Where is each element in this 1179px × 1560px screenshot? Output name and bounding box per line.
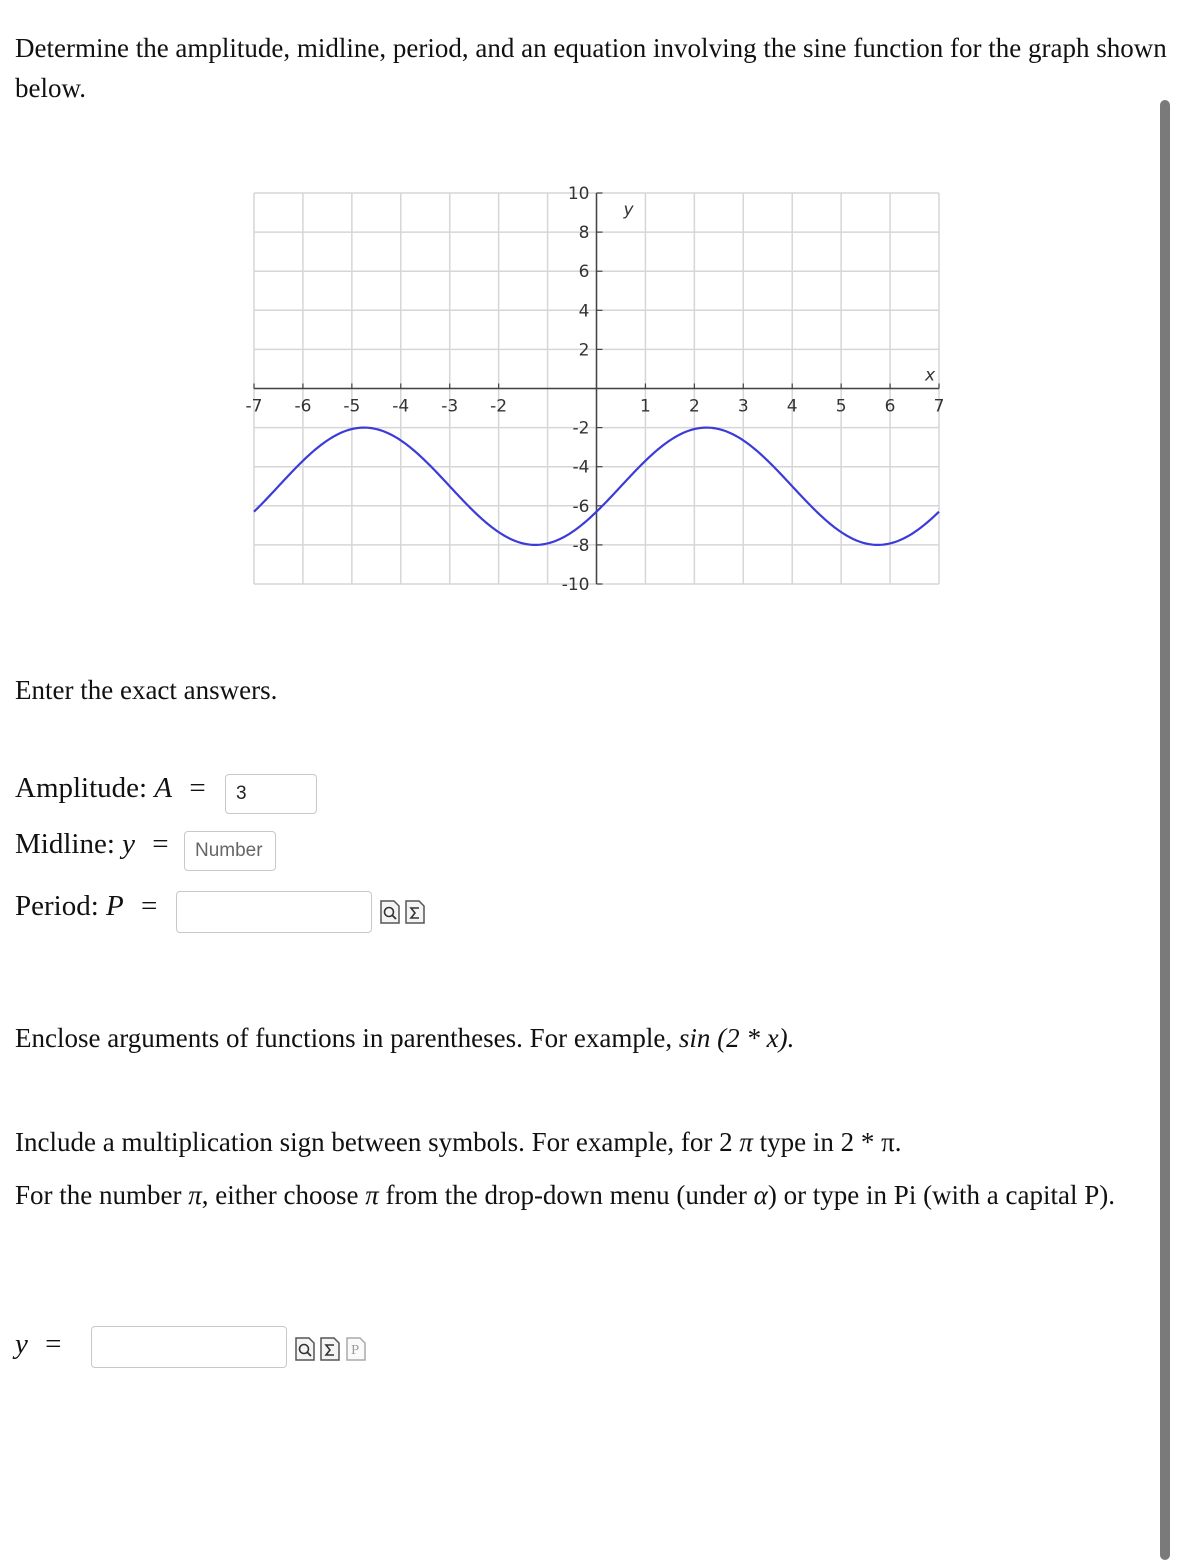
preview-icon[interactable] [380, 900, 400, 924]
y-axis-label: y [623, 200, 634, 220]
period-row [15, 890, 167, 923]
svg-text:P: P [351, 1343, 360, 1357]
equals-sign: = [141, 890, 158, 922]
y-tick-label: -6 [572, 496, 590, 517]
amplitude-input[interactable] [225, 774, 317, 814]
y-tick-label: -2 [572, 418, 590, 439]
pi-hint: For the number π, either choose π from the drop-down menu (under α) or type in Pi (with a capital P). [15, 1180, 1116, 1210]
x-tick-label: -7 [245, 396, 263, 417]
x-tick-label: 1 [640, 396, 651, 417]
period-var: P [106, 890, 124, 922]
function-menu-icon[interactable] [346, 1337, 366, 1361]
x-tick-label: -3 [441, 396, 459, 417]
equation-input[interactable] [91, 1326, 287, 1368]
x-tick-label: 2 [688, 396, 700, 417]
equals-sign: = [152, 828, 169, 860]
midline-var: y [122, 828, 136, 860]
midline-input[interactable] [184, 831, 276, 871]
amplitude-row [15, 772, 216, 805]
x-tick-label: 5 [835, 396, 847, 417]
y-tick-label: -8 [572, 535, 590, 556]
x-tick-label: -4 [392, 396, 410, 417]
y-tick-label: 4 [578, 301, 590, 322]
x-tick-label: 7 [933, 396, 945, 417]
instruction-exact: Enter the exact answers. [15, 675, 278, 705]
period-input[interactable] [176, 891, 372, 933]
x-tick-label: 4 [786, 396, 798, 417]
x-tick-label: -2 [490, 396, 508, 417]
x-tick-label: -5 [343, 396, 361, 417]
x-axis-label: x [925, 365, 936, 386]
x-tick-label: -6 [294, 396, 312, 417]
preview-icon[interactable] [295, 1337, 315, 1361]
midline-label: Midline: [15, 828, 115, 860]
y-tick-label: 2 [578, 340, 590, 361]
y-tick-label: 6 [578, 262, 590, 283]
y-tick-label: 8 [578, 223, 590, 244]
graph-svg [230, 180, 960, 600]
x-tick-label: 6 [884, 396, 896, 417]
equals-sign: = [45, 1328, 62, 1360]
x-tick-label: 3 [737, 396, 749, 417]
y-tick-label: -10 [561, 575, 590, 595]
sine-graph [230, 180, 960, 605]
equation-var: y [15, 1328, 28, 1360]
equation-editor-icon[interactable] [320, 1337, 340, 1361]
y-tick-label: 10 [567, 184, 590, 204]
y-tick-label: -4 [572, 457, 590, 478]
amplitude-label: Amplitude: [15, 772, 148, 804]
enclose-hint: Enclose arguments of functions in parentheses. For example, sin (2 * x). [15, 1023, 795, 1053]
equation-row [15, 1328, 71, 1361]
midline-row [15, 828, 179, 861]
equals-sign: = [189, 772, 206, 804]
amplitude-var: A [154, 772, 173, 804]
equation-editor-icon[interactable] [405, 900, 425, 924]
scrollbar[interactable] [1160, 100, 1170, 1560]
period-label: Period: [15, 890, 99, 922]
question-prompt: Determine the amplitude, midline, period, and an equation involving the sine function for the graph shown below. [15, 33, 1167, 103]
multiply-hint: Include a multiplication sign between symbols. For example, for 2 π type in 2 * π. [15, 1127, 902, 1157]
